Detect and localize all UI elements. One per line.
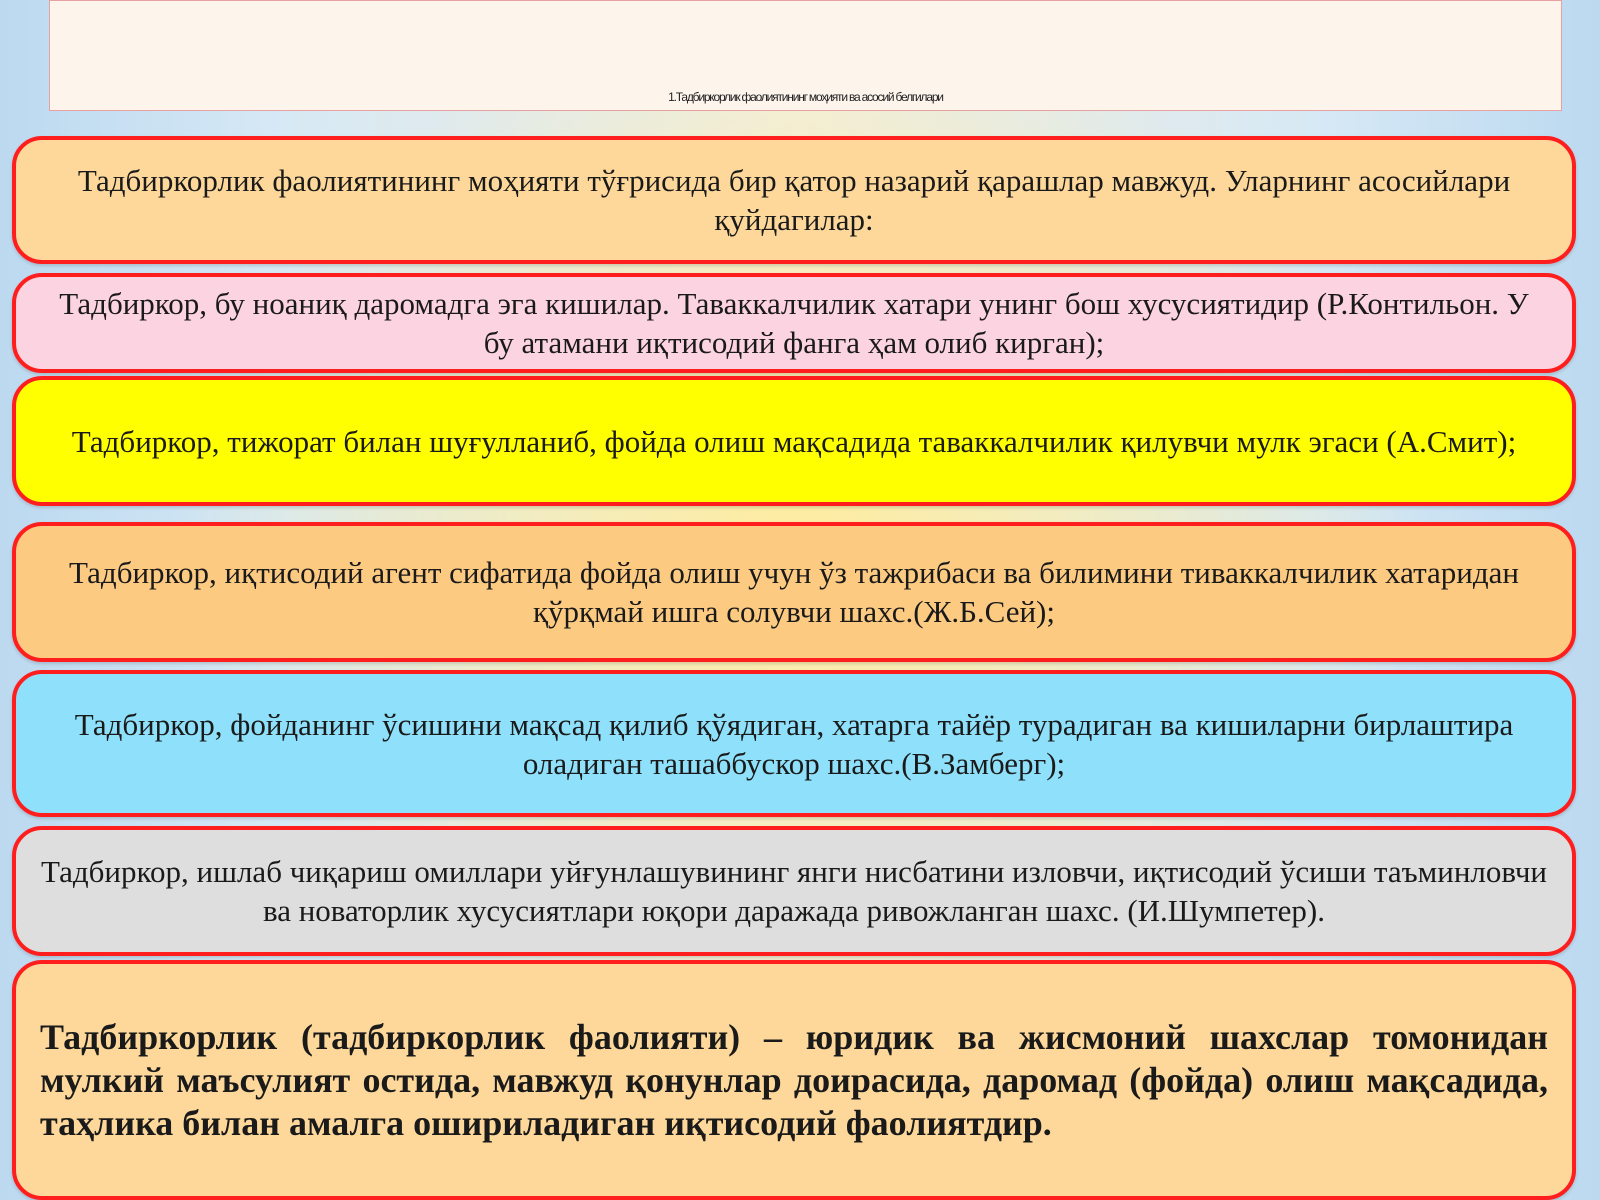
- slide-title-box: [49, 0, 1562, 111]
- definition-card-smith: [12, 376, 1576, 506]
- definition-text-zamberg: Тадбиркор, фойданинг ўсишини мақсад қилиб қўядиган, хатарга тайёр турадиган ва кишиларни бирлаштира оладиган ташаббускор шахс.(В.Замберг);: [74, 706, 1514, 781]
- definition-text-say: Тадбиркор, иқтисодий агент сифатида фойда олиш учун ўз тажрибаси ва билимини тиваккалчилик хатаридан қўрқмай ишга солувчи шахс.(Ж.Б.Сей);: [69, 555, 1519, 629]
- slide-title: 1.Тадбиркорлик фаолиятининг моҳияти ва асосий белгилари: [668, 90, 943, 104]
- intro-text: Тадбиркорлик фаолиятининг моҳияти тўғрисида бир қатор назарий қарашлар мавжуд. Уларнинг асосийлари қуйдагилар:: [77, 163, 1511, 237]
- summary-definition-text: Тадбиркорлик (тадбиркорлик фаолияти) – юридик ва жисмоний шахслар томонидан мулкий маъсулият остида, мавжуд қонунлар доирасида, даромад (фойда) олиш мақсадида, таҳлика билан амалга ошириладиган иқтисодий фаолиятдир.: [40, 1016, 1548, 1143]
- definition-card-zamberg: [12, 670, 1576, 817]
- intro-card: [12, 136, 1576, 264]
- definition-card-say: [12, 522, 1576, 662]
- definition-text-smith: Тадбиркор, тижорат билан шуғулланиб, фойда олиш мақсадида таваккалчилик қилувчи мулк эгаси (А.Смит);: [71, 423, 1517, 459]
- summary-definition-card: [12, 960, 1576, 1200]
- definition-text-schumpeter: Тадбиркор, ишлаб чиқариш омиллари уйғунлашувининг янги нисбатини изловчи, иқтисодий ўсиши таъминловчи ва новаторлик хусусиятлари юқори даражада ривожланган шахс. (И.Шумпетер).: [40, 854, 1548, 928]
- definition-card-cantillon: [12, 273, 1576, 373]
- definition-card-schumpeter: [12, 826, 1576, 956]
- definition-text-cantillon: Тадбиркор, бу ноаниқ даромадга эга кишилар. Таваккалчилик хатари унинг бош хусусиятидир (Р.Контильон. У бу атамани иқтисодий фанга ҳам олиб кирган);: [59, 286, 1529, 360]
